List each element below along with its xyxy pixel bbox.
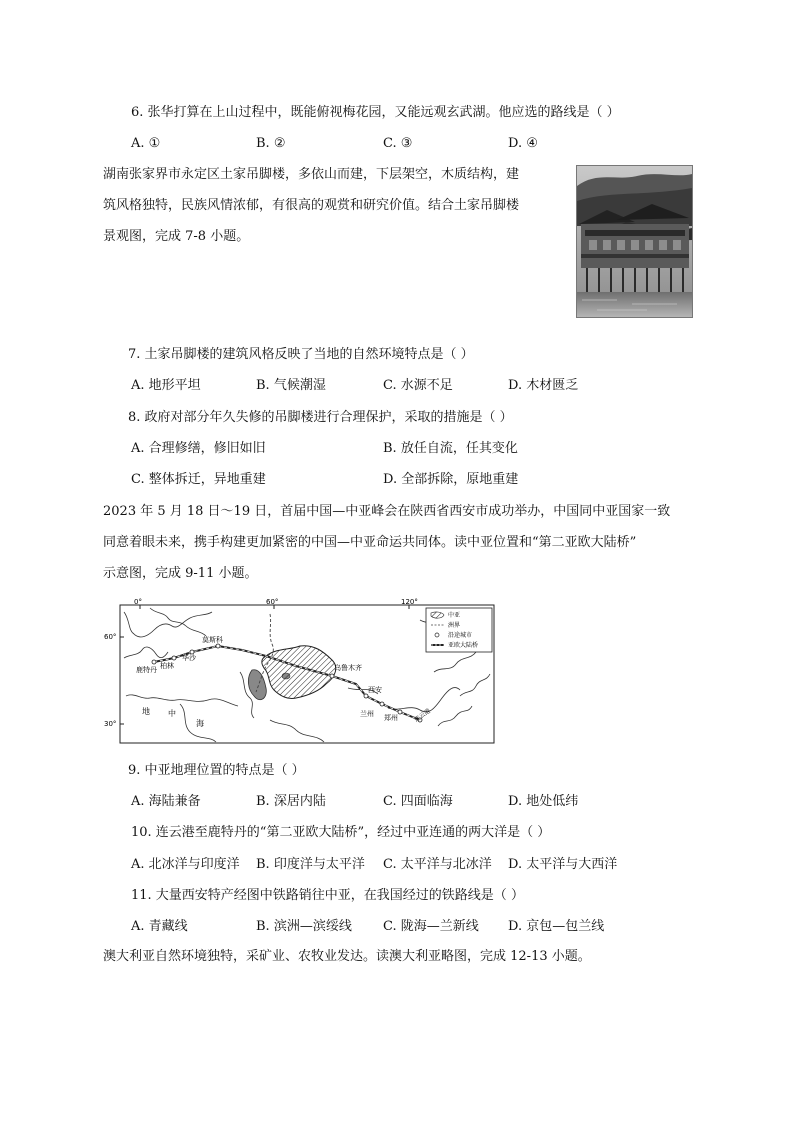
- intro-7-8-line-3: 景观图，完成 7-8 小题。: [103, 229, 250, 244]
- lon-label-120: 120°: [401, 598, 418, 606]
- q11-option-a: A. 青藏线: [131, 919, 188, 934]
- lon-label-60: 60°: [266, 598, 279, 606]
- q10-option-d: D. 太平洋与大西洋: [508, 857, 618, 872]
- q10-stem: 10. 连云港至鹿特丹的“第二亚欧大陆桥”，经过中亚连通的两大洋是（ ）: [131, 825, 551, 840]
- legend-continent-boundary: 洲界: [448, 622, 461, 629]
- intro-7-8-line-2: 筑风格独特，民族风情浓郁，有很高的观赏和研究价值。结合土家吊脚楼: [103, 198, 520, 213]
- sea-label-hai: 海: [196, 719, 204, 728]
- q8-option-d: D. 全部拆除，原地重建: [383, 472, 519, 487]
- q10-option-c: C. 太平洋与北冰洋: [383, 857, 492, 872]
- city-warsaw: 华沙: [182, 654, 196, 662]
- city-rotterdam: 鹿特丹: [136, 666, 157, 674]
- q6-option-b: B. ②: [256, 136, 286, 151]
- legend-central-asia: 中亚: [448, 612, 461, 619]
- lon-label-0: 0°: [134, 598, 142, 606]
- city-moscow: 莫斯科: [202, 636, 223, 644]
- city-berlin: 柏林: [160, 662, 174, 670]
- q9-stem: 9. 中亚地理位置的特点是（ ）: [128, 763, 305, 778]
- q7-option-d: D. 木材匮乏: [508, 378, 579, 393]
- q9-option-a: A. 海陆兼备: [131, 794, 201, 809]
- lat-label-30: 30°: [104, 720, 117, 728]
- q6-option-c: C. ③: [383, 136, 413, 151]
- sea-label-di: 地: [142, 707, 150, 716]
- sea-label-zhong: 中: [168, 709, 176, 718]
- city-lianyungang: 连云港: [413, 707, 432, 724]
- q7-option-c: C. 水源不足: [383, 378, 453, 393]
- q9-option-c: C. 四面临海: [383, 794, 453, 809]
- stilt-house-photo: [576, 165, 693, 318]
- intro-9-11-line-1: 2023 年 5 月 18 日～19 日，首届中国—中亚峰会在陕西省西安市成功举办，中国同中亚国家一致: [103, 504, 671, 519]
- city-xian: 西安: [368, 686, 382, 694]
- q9-option-d: D. 地处低纬: [508, 794, 579, 809]
- q7-stem: 7. 土家吊脚楼的建筑风格反映了当地的自然环境特点是（ ）: [128, 347, 474, 362]
- legend-cities: 沿途城市: [448, 632, 473, 639]
- q6-stem: 6. 张华打算在上山过程中，既能俯视梅花园，又能远观玄武湖。他应选的路线是（ ）: [131, 105, 620, 120]
- q8-option-b: B. 放任自流，任其变化: [383, 441, 518, 456]
- map-legend: [426, 608, 492, 652]
- q8-option-a: A. 合理修缮，修旧如旧: [131, 441, 266, 456]
- q11-option-d: D. 京包—包兰线: [508, 919, 605, 934]
- q6-option-d: D. ④: [508, 136, 538, 151]
- q6-option-a: A. ①: [131, 136, 161, 151]
- q11-stem: 11. 大量西安特产经图中铁路销往中亚，在我国经过的铁路线是（ ）: [131, 888, 524, 903]
- q7-option-a: A. 地形平坦: [131, 378, 201, 393]
- intro-12-13: 澳大利亚自然环境独特，采矿业、农牧业发达。读澳大利亚略图，完成 12-13 小题。: [103, 949, 591, 964]
- q11-option-b: B. 滨洲—滨绥线: [256, 919, 352, 934]
- q7-option-b: B. 气候潮湿: [256, 378, 326, 393]
- q10-option-b: B. 印度洋与太平洋: [256, 857, 365, 872]
- city-zhengzhou: 郑州: [384, 714, 398, 722]
- intro-7-8-line-1: 湖南张家界市永定区土家吊脚楼，多依山而建，下层架空，木质结构，建: [103, 167, 520, 182]
- intro-9-11-line-3: 示意图，完成 9-11 小题。: [103, 566, 258, 581]
- city-lanzhou: 兰州: [360, 710, 374, 718]
- q8-option-c: C. 整体拆迁，异地重建: [131, 472, 266, 487]
- q9-option-b: B. 深居内陆: [256, 794, 326, 809]
- q10-option-a: A. 北冰洋与印度洋: [131, 857, 240, 872]
- intro-9-11-line-2: 同意着眼未来，携手构建更加紧密的中国—中亚命运共同体。读中亚位置和“第二亚欧大陆桥”: [103, 535, 637, 550]
- legend-land-bridge: 亚欧大陆桥: [448, 642, 479, 649]
- city-urumqi: 乌鲁木齐: [334, 664, 362, 672]
- q8-stem: 8. 政府对部分年久失修的吊脚楼进行合理保护，采取的措施是（ ）: [128, 410, 513, 425]
- central-asia-map: [104, 598, 495, 744]
- q11-option-c: C. 陇海—兰新线: [383, 919, 479, 934]
- lat-label-60: 60°: [104, 633, 117, 641]
